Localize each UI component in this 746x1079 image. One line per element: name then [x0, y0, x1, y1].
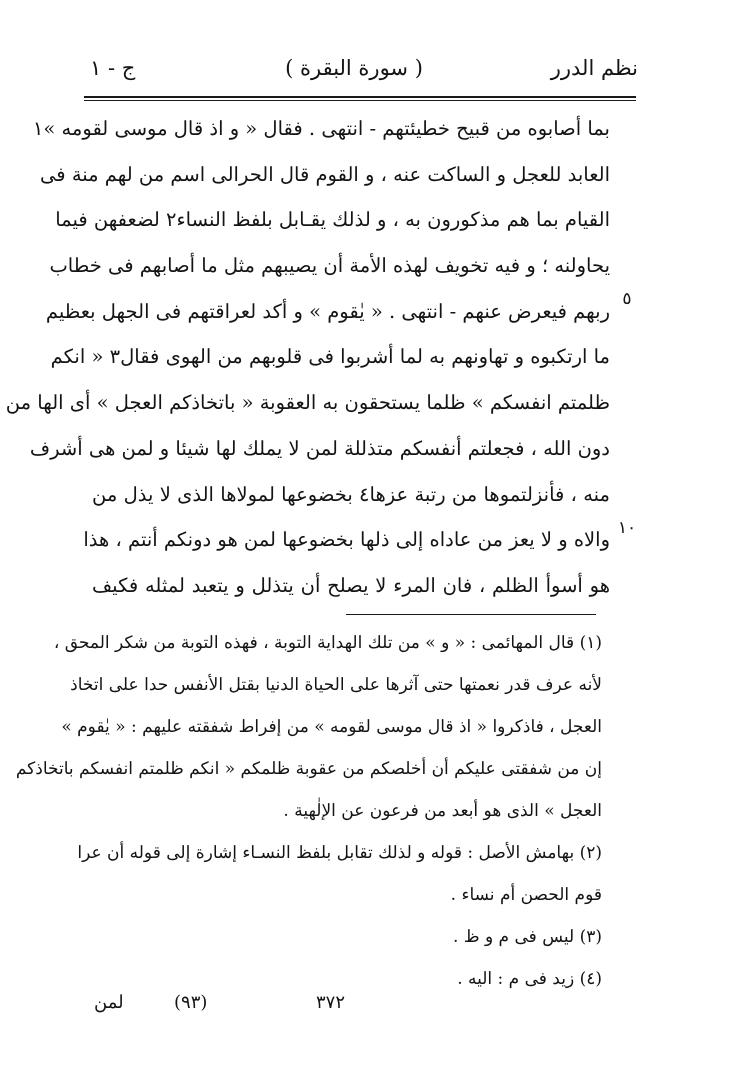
footnote-line: قوم الحصن أم نساء .: [450, 885, 602, 905]
footnote-line: لأنه عرف قدر نعمتها حتى آثرها على الحياة الدنيا بقتل الأنفس حدا على اتخاذ: [70, 675, 602, 695]
footnote-line: (٤) زيد فى م : اليه .: [457, 969, 602, 989]
footnotes: [15, 622, 602, 1000]
volume-label: ج - ١: [90, 56, 136, 80]
page-footer: [80, 992, 580, 1022]
footnote-line: (١) قال المهائمى : « و » من تلك الهداية التوبة ، فهذه التوبة من شكر المحق ،: [53, 633, 602, 653]
main-text: [5, 106, 610, 609]
footnote-line: العجل » الذى هو أبعد من فرعون عن الإلٰهية .: [283, 801, 602, 821]
text-line: ربهم فيعرض عنهم - انتهى . « يٰقوم » و أكد لعراقتهم فى الجهل بعظيم: [45, 299, 610, 323]
footnote-line: إن من شفقتى عليكم أن أخلصكم من عقوبة ظلمكم « انكم ظلمتم انفسكم باتخاذكم: [15, 759, 602, 779]
text-line: منه ، فأنزلتموها من رتبة عزها٤ بخضوعها لمولاها الذى لا يذل من: [92, 482, 610, 506]
text-line: دون الله ، فجعلتم أنفسكم متذللة لمن لا يملك لها شيئا و لمن هى أشرف: [29, 436, 610, 460]
text-line: ظلمتم انفسكم » ظلما يستحقون به العقوبة « باتخاذكم العجل » أى الها من: [5, 391, 610, 415]
header-rule: [84, 96, 636, 101]
text-line: والاه و لا يعز من عاداه إلى ذلها بخضوعها لمن هو دونكم أنتم ، هذا: [83, 528, 610, 552]
text-line: يحاولنه ؛ و فيه تخويف لهذه الأمة أن يصيبهم مثل ما أصابهم فى خطاب: [49, 254, 610, 278]
text-line: بما أصابوه من قبيح خطيئتهم - انتهى . فقال « و اذ قال موسى لقومه »١: [32, 117, 610, 140]
line-number-5: ٥: [622, 289, 632, 309]
text-line: العابد للعجل و الساكت عنه ، و القوم قال الحرالى اسم من لهم منة فى: [40, 162, 610, 186]
footnote-line: (٢) بهامش الأصل : قوله و لذلك تقابل بلفظ النسـاء إشارة إلى قوله أن عرا: [77, 843, 602, 863]
text-line: القيام بما هم مذكورون به ، و لذلك يقـابل بلفظ النساء٢ لضعفهن فيما: [55, 208, 610, 232]
footnote-line: (٣) ليس فى م و ظ .: [453, 927, 602, 947]
catchword: لمن: [94, 992, 124, 1013]
surah-title: ( سورة البقرة ): [285, 56, 423, 80]
page-number: ٣٧٢: [316, 992, 346, 1013]
text-line: ما ارتكبوه و تهاونهم به لما أشربوا فى قلوبهم من الهوى فقال٣ « انكم: [50, 345, 610, 369]
text-line: هو أسوأ الظلم ، فان المرء لا يصلح أن يتذلل و يتعبد لمثله فكيف: [92, 573, 610, 597]
line-number-10: ١٠: [617, 518, 637, 538]
book-title: نظم الدرر: [550, 56, 638, 80]
sheet-number: (٩٣): [174, 992, 208, 1013]
footnote-rule: [346, 614, 596, 615]
running-header: [70, 56, 638, 90]
footnote-line: العجل ، فاذكروا « اذ قال موسى لقومه » من إفراط شفقته عليهم : « يٰقوم »: [61, 717, 602, 737]
